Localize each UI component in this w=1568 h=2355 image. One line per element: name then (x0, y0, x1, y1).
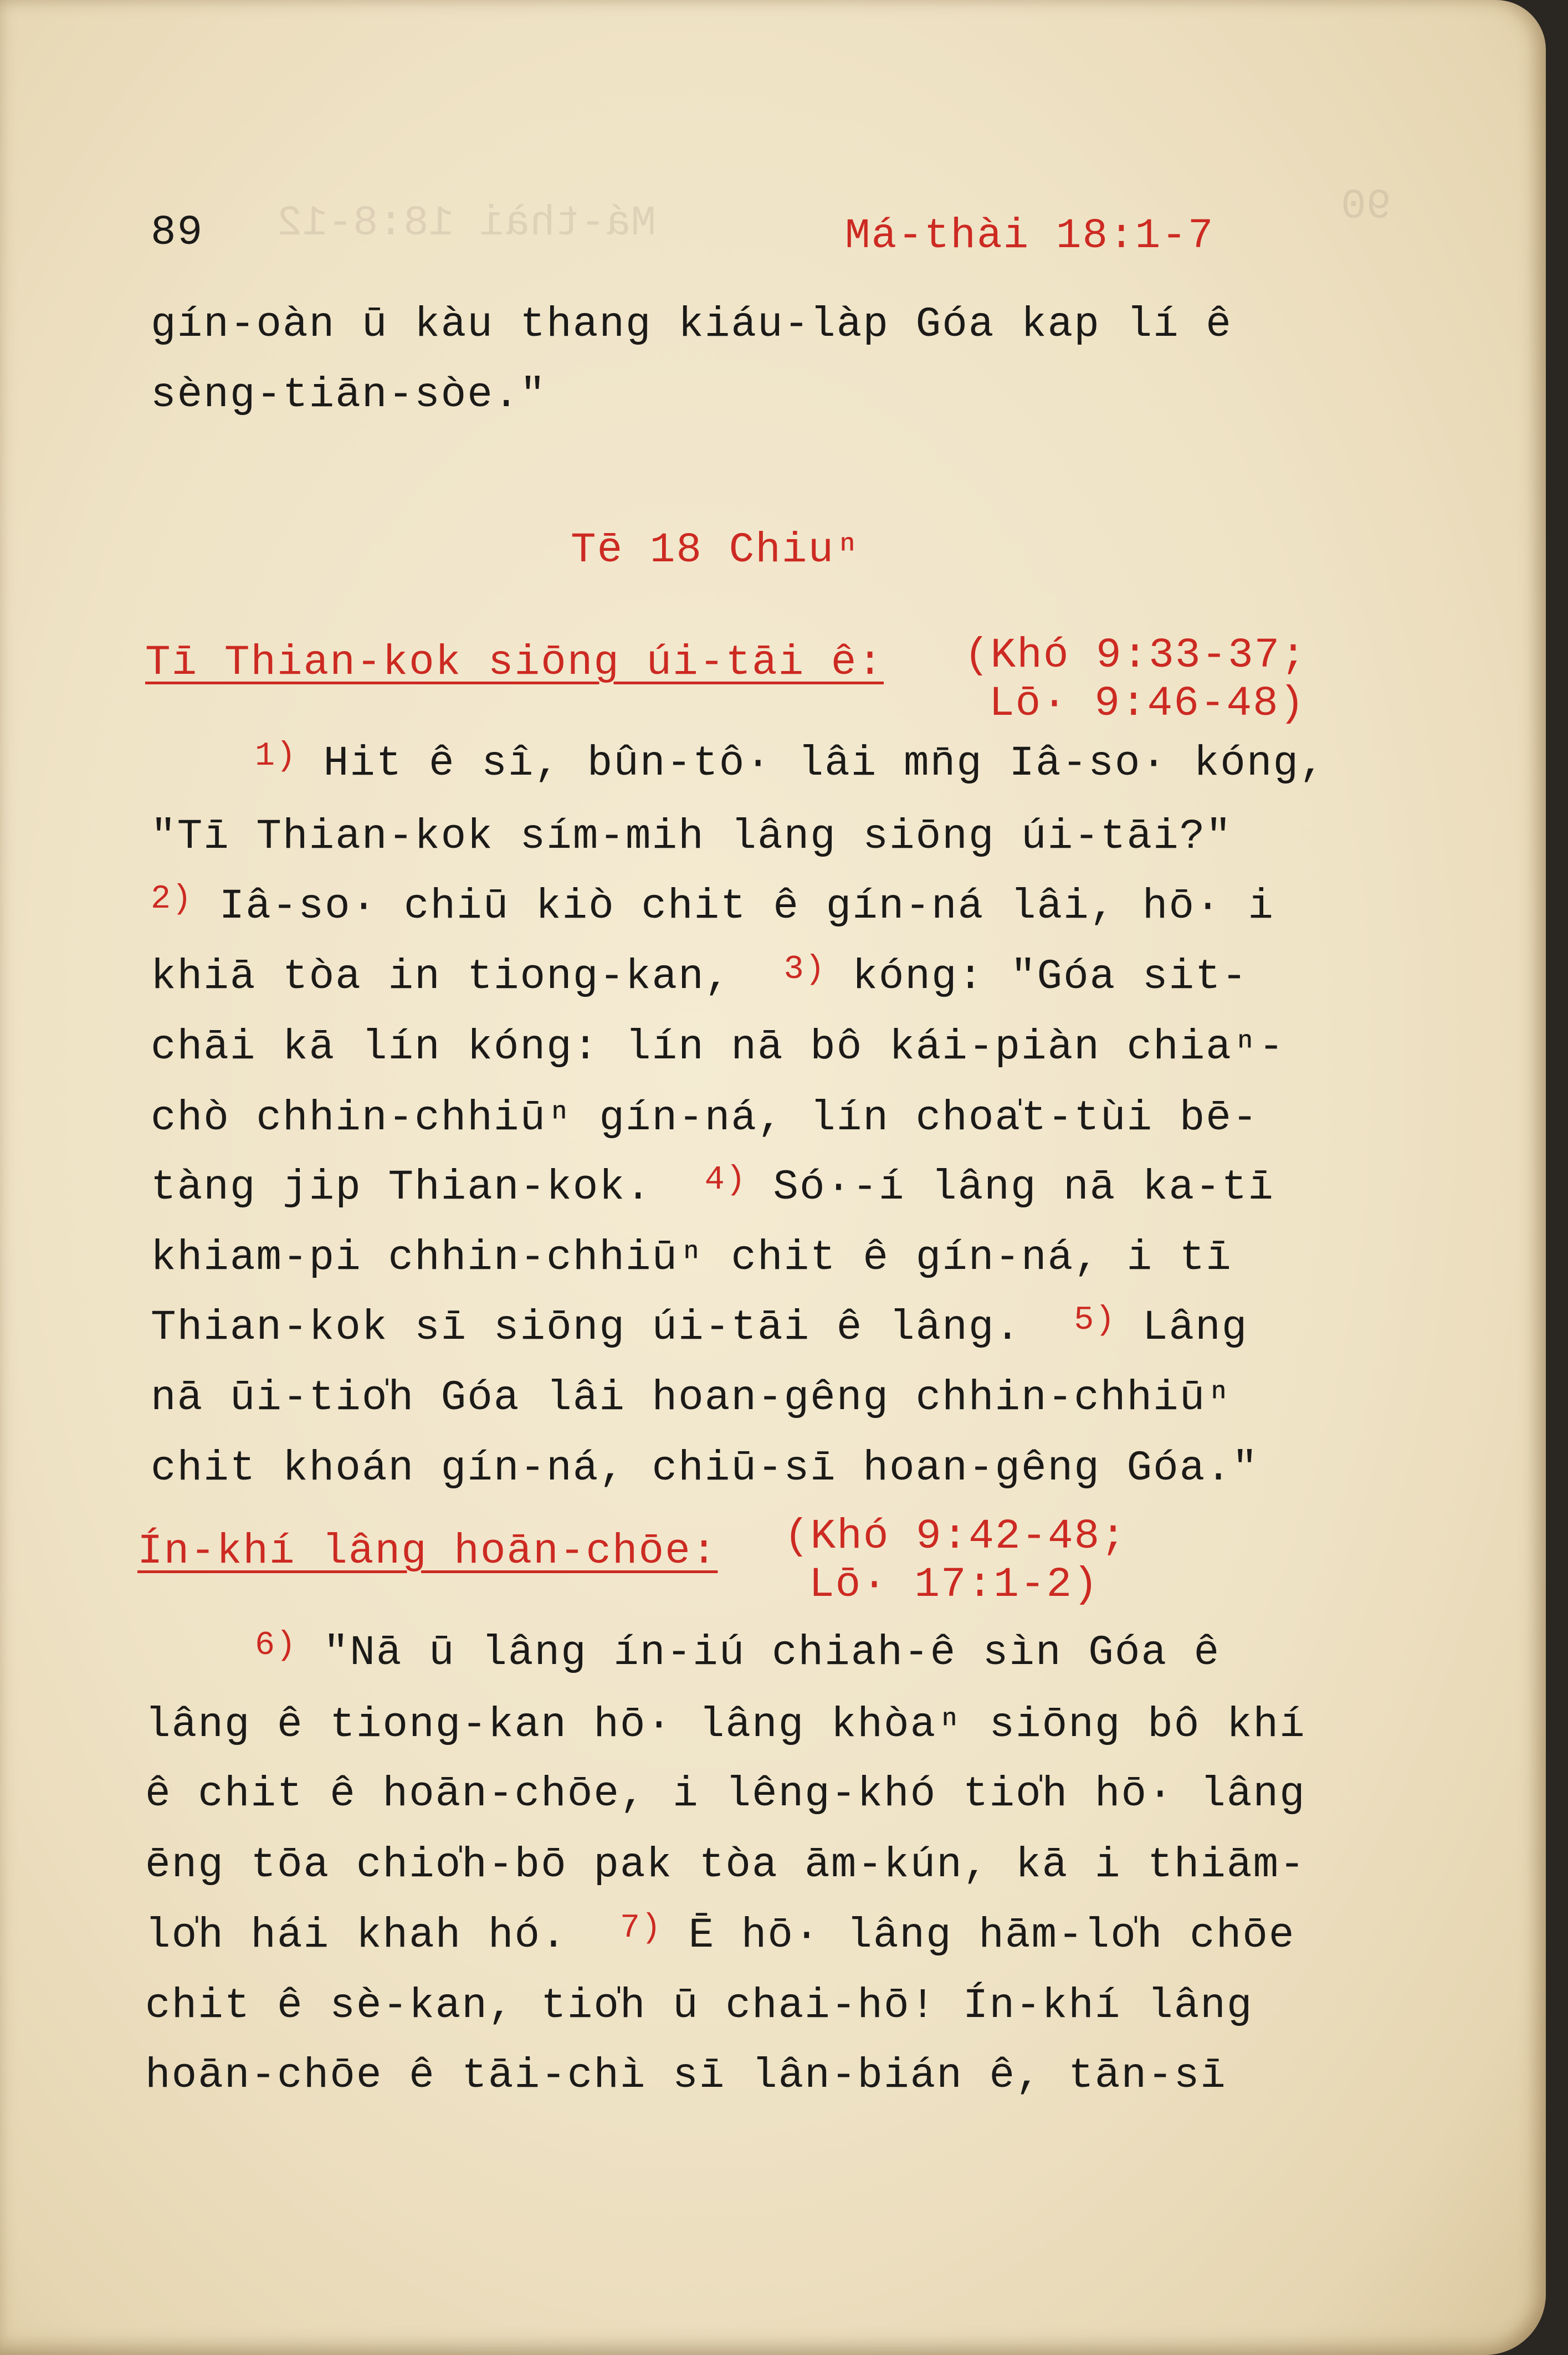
verse-line: $^{6)}$ "Nā ū lâng ín-iú chiah-ê sìn Góa ê (255, 1627, 1221, 1677)
verse-line: ēng tōa chio̍h-bō pak tòa ām-kún, kā i thiām- (145, 1841, 1306, 1889)
running-head: Má-thài 18:1-7 (845, 212, 1215, 260)
page-number: 89 (151, 209, 204, 257)
verse-number-5: 5) (1074, 1302, 1116, 1339)
bleed-through-running-head: Má-thài 18:8-12 (277, 199, 657, 247)
verse-line: chāi kā lín kóng: lín nā bô kái-piàn chiaⁿ- (151, 1023, 1285, 1071)
intro-line-2: sèng-tiān-sòe." (151, 371, 547, 419)
section-1-title: Tī Thian-kok siōng úi-tāi ê: (145, 639, 884, 687)
verse-number-4: 4) (704, 1161, 747, 1199)
verse-line: khiam-pi chhin-chhiūⁿ chit ê gín-ná, i tī (151, 1234, 1232, 1282)
verse-line: chò chhin-chhiūⁿ gín-ná, lín choa̍t-tùi bē- (151, 1094, 1259, 1142)
verse-line: chit khoán gín-ná, chiū-sī hoan-gêng Góa." (151, 1445, 1259, 1492)
verse-number-7: 7) (619, 1909, 662, 1947)
verse-line: nā ūi-tio̍h Góa lâi hoan-gêng chhin-chhiūⁿ (151, 1374, 1232, 1422)
intro-line-1: gín-oàn ū kàu thang kiáu-làp Góa kap lí ê (151, 301, 1232, 349)
verse-line: lâng ê tiong-kan hō· lâng khòaⁿ siōng bô khí (145, 1701, 1306, 1749)
verse-number-6: 6) (255, 1627, 298, 1665)
verse-line: khiā tòa in tiong-kan, $^{3)}$ kóng: "Góa sit- (151, 951, 1248, 1001)
verse-line: tàng jip Thian-kok. $^{4)}$ Só·-í lâng nā ka-tī (151, 1161, 1274, 1211)
verse-number-3: 3) (783, 951, 826, 989)
verse-line: Thian-kok sī siōng úi-tāi ê lâng. $^{5)}$ Lâng (151, 1302, 1248, 1351)
verse-number-1: 1) (255, 738, 298, 775)
section-1-ref-line-2: Lō· 9:46-48) (989, 680, 1306, 728)
verse-line: $^{2)}$ Iâ-so· chiū kiò chit ê gín-ná lâi, hō· i (151, 880, 1274, 930)
chapter-heading: Tē 18 Chiuⁿ (571, 526, 861, 574)
section-2-ref-line-2: Lō· 17:1-2) (809, 1561, 1099, 1609)
verse-line: ê chit ê hoān-chōe, i lêng-khó tio̍h hō· lâng (145, 1770, 1306, 1818)
section-2-ref-line-1: (Khó 9:42-48; (784, 1513, 1127, 1560)
section-1-ref-line-1: (Khó 9:33-37; (964, 632, 1307, 679)
bleed-through-page-number: 90 (1341, 183, 1392, 231)
verse-number-2: 2) (151, 880, 193, 918)
section-2-title: Ín-khí lâng hoān-chōe: (137, 1528, 718, 1575)
verse-line: chit ê sè-kan, tio̍h ū chai-hō! Ín-khí lâng (145, 1982, 1253, 2030)
verse-line: hoān-chōe ê tāi-chì sī lân-bián ê, tān-sī (145, 2052, 1227, 2100)
verse-line: $^{1)}$ Hit ê sî, bûn-tô· lâi mn̄g Iâ-so· kóng, (255, 738, 1326, 787)
verse-line: "Tī Thian-kok sím-mih lâng siōng úi-tāi?" (151, 813, 1232, 861)
verse-line: lo̍h hái khah hó. $^{7)}$ Ē hō· lâng hām-lo̍h chōe (145, 1909, 1295, 1959)
